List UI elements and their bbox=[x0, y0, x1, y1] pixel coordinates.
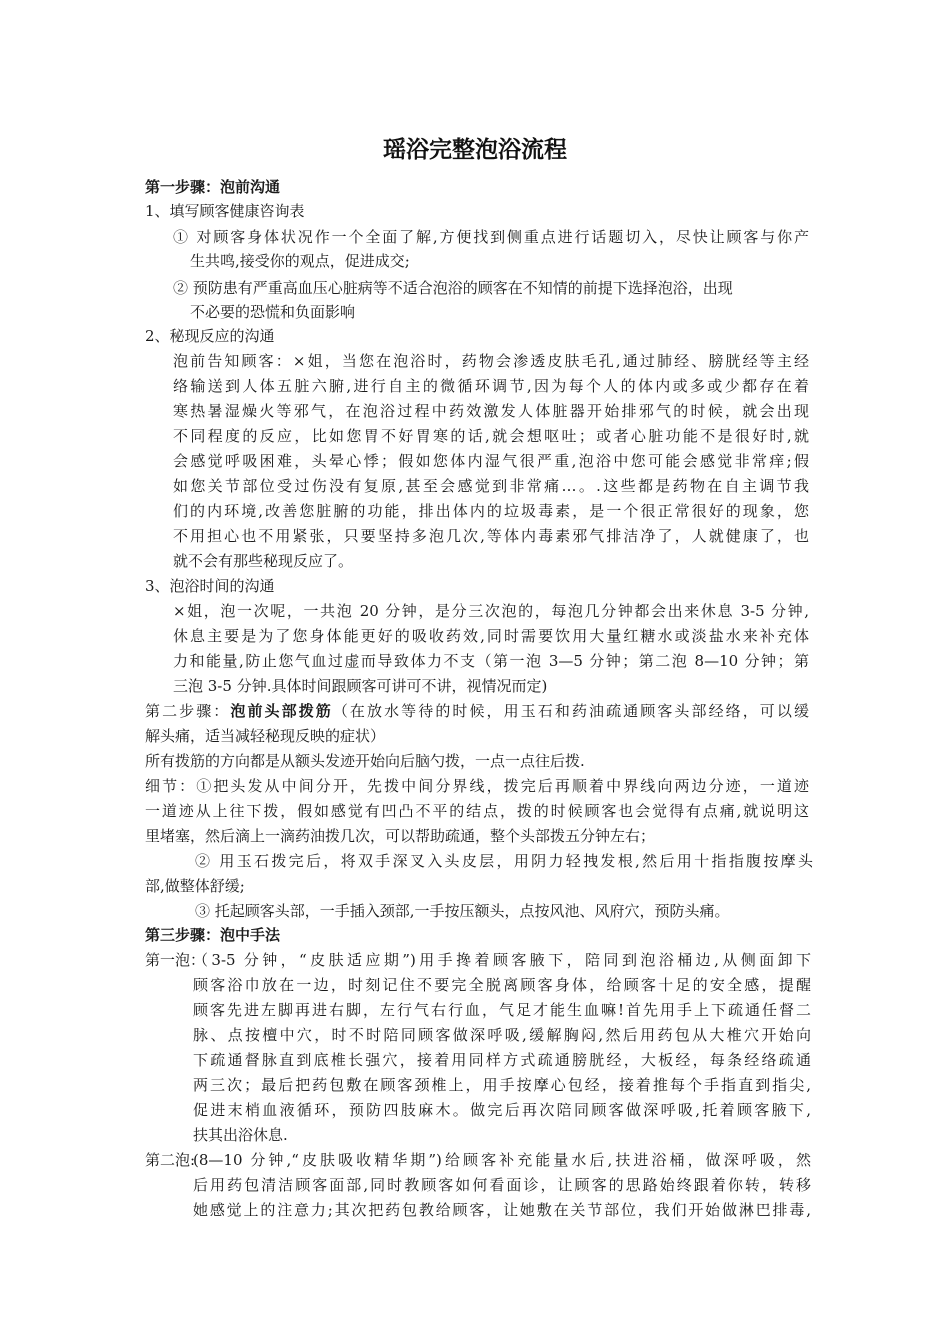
step3-first-line: （3-5 分钟，“皮肤适应期”)用手搀着顾客腋下，陪同到泡浴桶边,从侧面卸下 bbox=[193, 951, 811, 969]
step1-item3-line: 力和能量,防止您气血过虚而导致体力不支（第一泡 3—5 分钟；第二泡 8—10 分钟；第 bbox=[173, 652, 809, 670]
step2-detail-line: ③ 托起顾客头部，一手插入颈部,一手按压额头，点按风池、风府穴，预防头痛。 bbox=[195, 902, 730, 920]
step2-heading-rest: （在放水等待的时候，用玉石和药油疏通顾客头部经络，可以缓 bbox=[332, 702, 809, 720]
step1-item2-line: 不用担心也不用紧张，只要坚持多泡几次,等体内毒素邪气排洁净了，人就健康了，也 bbox=[173, 527, 809, 545]
step3-first-line: 两三次；最后把药包敷在顾客颈椎上，用手按摩心包经，接着推每个手指直到指尖, bbox=[193, 1076, 811, 1094]
step3-first-line: 扶其出浴休息. bbox=[193, 1126, 288, 1144]
step2-detail-line: 一道迹从上往下拨，假如感觉有凹凸不平的结点，拨的时候顾客也会觉得有点痛,就说明这 bbox=[145, 802, 809, 820]
step3-first-line: 下疏通督脉直到底椎长强穴，接着用同样方式疏通膀胱经，大板经，每条经络疏通 bbox=[193, 1051, 811, 1069]
step1-item2-line: 寒热暑湿燥火等邪气，在泡浴过程中药效激发人体脏器开始排邪气的时候，就会出现 bbox=[173, 402, 809, 420]
step1-item1-title: 1、填写顾客健康咨询表 bbox=[145, 202, 305, 220]
document-title: 瑶浴完整泡浴流程 bbox=[383, 137, 567, 163]
step1-item2-line: 会感觉呼吸困难，头晕心悸；假如您体内湿气很严重,泡浴中您可能会感觉非常痒;假 bbox=[173, 452, 809, 470]
step2-detail-line: ② 用玉石拨完后，将双手深叉入头皮层，用阴力轻拽发根,然后用十指指腹按摩头 bbox=[195, 852, 813, 870]
step1-item2-line: 如您关节部位受过伤没有复原,甚至会感觉到非常痛…。.这些都是药物在自主调节我 bbox=[173, 477, 809, 495]
step3-first-line: 脉、点按檀中穴，时不时陪同顾客做深呼吸,缓解胸闷,然后用药包从大椎穴开始向 bbox=[193, 1026, 811, 1044]
step3-second-label: 第二泡: bbox=[145, 1151, 196, 1169]
step2-bold-title: 泡前头部拨筋 bbox=[230, 702, 333, 720]
step1-item1-line: ① 对顾客身体状况作一个全面了解,方便找到侧重点进行话题切入，尽快让顾客与你产 bbox=[173, 228, 809, 246]
step1-item2-line: 络输送到人体五脏六腑,进行自主的微循环调节,因为每个人的体内或多或少都存在着 bbox=[173, 377, 809, 395]
step1-item1-line: 生共鸣,接受你的观点，促进成交; bbox=[190, 252, 410, 270]
step2-detail-line: 里堵塞，然后滴上一滴药油拨几次，可以帮助疏通，整个头部拨五分钟左右； bbox=[145, 827, 656, 845]
step1-item3-line: 三泡 3-5 分钟.具体时间跟顾客可讲可不讲，视情况而定) bbox=[173, 677, 548, 695]
step1-item1-line: 不必要的恐慌和负面影响 bbox=[190, 303, 356, 321]
step2-detail-line: 细节：①把头发从中间分开，先拨中间分界线，拨完后再顺着中界线向两边分迹，一道迹 bbox=[145, 777, 809, 795]
step1-item3-line: 休息主要是为了您身体能更好的吸收药效,同时需要饮用大量红糖水或淡盐水来补充体 bbox=[173, 627, 809, 645]
step1-item2-line: 们的内环境,改善您脏腑的功能，排出体内的垃圾毒素，是一个很正常很好的现象，您 bbox=[173, 502, 809, 520]
step3-heading: 第三步骤：泡中手法 bbox=[145, 926, 281, 944]
step1-item2-line: 就不会有那些秘现反应了。 bbox=[173, 552, 354, 570]
step2-heading-line bbox=[145, 699, 809, 723]
step1-item1-line: ② 预防患有严重高血压心脏病等不适合泡浴的顾客在不知情的前提下选择泡浴，出现 bbox=[173, 279, 733, 297]
step1-heading: 第一步骤：泡前沟通 bbox=[145, 178, 281, 196]
step1-item2-line: 不同程度的反应，比如您胃不好胃寒的话,就会想呕吐；或者心脏功能不是很好时,就 bbox=[173, 427, 809, 445]
step3-first-line: 顾客先进左脚再进右脚，左行气右行血，气足才能生血嘛!首先用手上下疏通任督二 bbox=[193, 1001, 811, 1019]
step3-second-line: 后用药包清洁顾客面部,同时教顾客如何看面诊，让顾客的思路始终跟着你转，转移 bbox=[193, 1176, 811, 1194]
step3-first-line: 顾客浴巾放在一边，时刻记住不要完全脱离顾客身体，给顾客十足的安全感，提醒 bbox=[193, 976, 811, 994]
step1-item2-line: 泡前告知顾客：×姐，当您在泡浴时，药物会渗透皮肤毛孔,通过肺经、膀胱经等主经 bbox=[173, 352, 809, 370]
step1-item3-line: ×姐，泡一次呢，一共泡 20 分钟，是分三次泡的，每泡几分钟都会出来休息 3-5 分钟, bbox=[173, 602, 809, 620]
step2-line: 所有拨筋的方向都是从额头发迹开始向后脑勺拨，一点一点往后拨. bbox=[145, 752, 585, 770]
step1-item2-title: 2、秘现反应的沟通 bbox=[145, 327, 275, 345]
step3-first-label: 第一泡： bbox=[145, 951, 206, 969]
step2-detail-line: 部,做整体舒缓; bbox=[145, 877, 245, 895]
step3-second-line: (8—10 分钟,“皮肤吸收精华期”)给顾客补充能量水后,扶进浴桶，做深呼吸，然 bbox=[193, 1151, 811, 1169]
step3-second-line: 她感觉上的注意力;其次把药包教给顾客，让她敷在关节部位，我们开始做淋巴排毒, bbox=[193, 1201, 811, 1219]
step3-first-line: 促进末梢血液循环，预防四肢麻木。做完后再次陪同顾客做深呼吸,托着顾客腋下, bbox=[193, 1101, 811, 1119]
step2-prefix: 第二步骤： bbox=[145, 702, 231, 720]
step1-item3-title: 3、泡浴时间的沟通 bbox=[145, 577, 275, 595]
step2-line: 解头痛，适当减轻秘现反映的症状） bbox=[145, 727, 386, 745]
